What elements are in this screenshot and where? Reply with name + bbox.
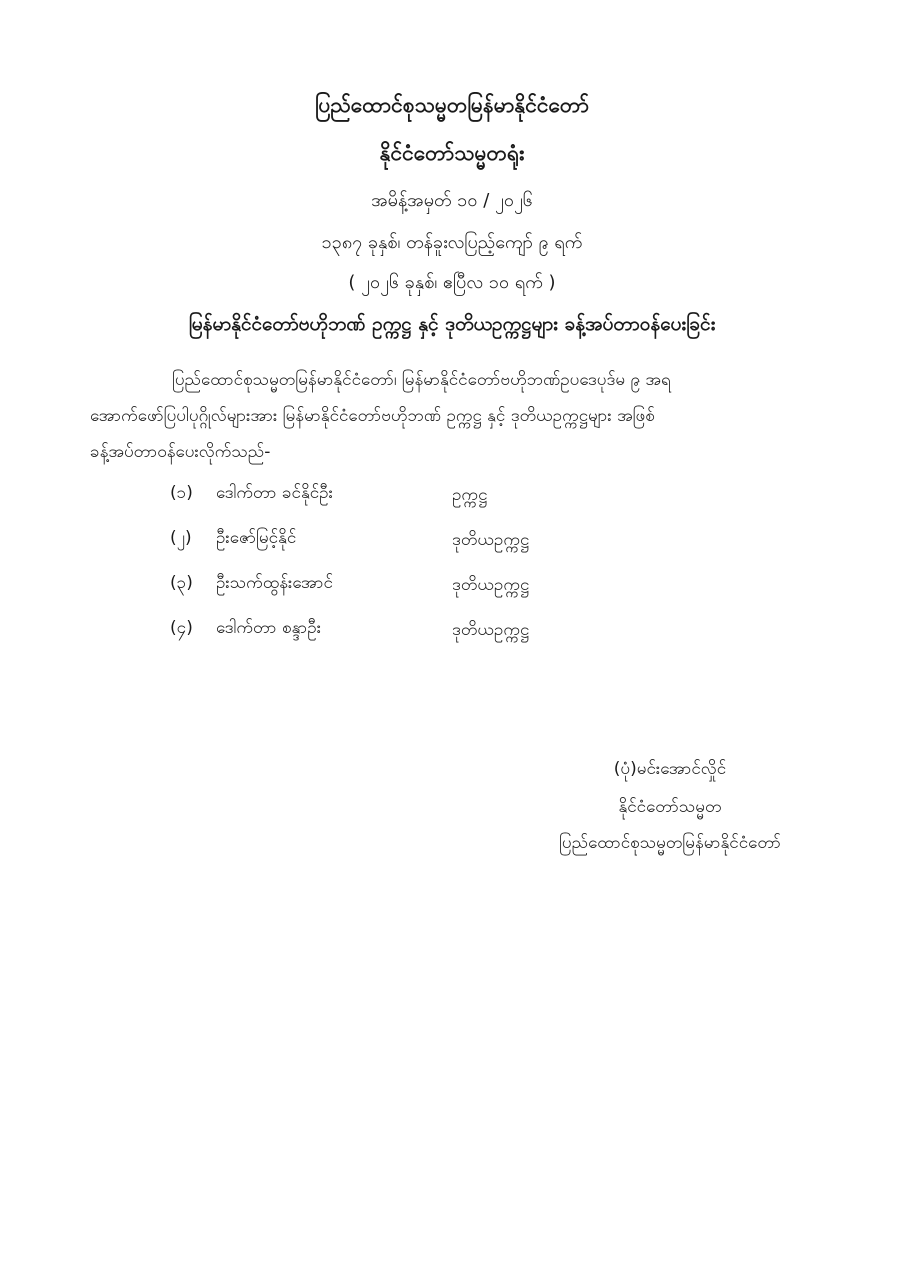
body-line-3: ခန့်အပ်တာဝန်ပေးလိုက်သည်- — [90, 442, 271, 462]
order-number: အမိန့်အမှတ် ၁၀ / ၂၀၂၆ — [371, 190, 533, 211]
appointee-number: (၁) — [170, 483, 193, 503]
signatory-position: နိုင်ငံတော်သမ္မတ — [618, 797, 722, 817]
appointee-row — [170, 566, 690, 611]
body-line-2: အောက်ဖော်ပြပါပုဂ္ဂိုလ်များအား မြန်မာနိုင်ငံတော်ဗဟိုဘဏ် ဥက္ကဋ္ဌ နှင့် ဒုတိယဥက္ကဋ္ဌများ အဖြစ် — [90, 406, 655, 426]
appointee-role: ဥက္ကဋ္ဌ — [452, 485, 488, 505]
appointee-number: (၃) — [170, 573, 193, 593]
signatory-state: ပြည်ထောင်စုသမ္မတမြန်မာနိုင်ငံတော် — [559, 833, 781, 853]
appointee-name: ဦးဇော်မြင့်နိုင် — [216, 528, 297, 548]
appointee-number: (၂) — [170, 528, 192, 548]
document-title-line2: နိုင်ငံတော်သမ္မတရုံး — [379, 141, 525, 165]
appointee-row — [170, 611, 690, 656]
appointee-row — [170, 476, 690, 521]
myanmar-date: ၁၃၈၇ ခုနှစ်၊ တန်ခူးလပြည့်ကျော် ၉ ရက် — [321, 232, 583, 253]
appointee-name: ဒေါက်တာ ခင်နိုင်ဦး — [216, 483, 333, 503]
appointee-role: ဒုတိယဥက္ကဋ္ဌ — [452, 530, 530, 550]
appointee-row — [170, 521, 690, 566]
appointee-name: ဦးသက်ထွန်းအောင် — [216, 573, 333, 593]
signatory-name: (ပုံ)မင်းအောင်လှိုင် — [613, 759, 727, 779]
body-paragraph — [90, 362, 816, 470]
appointee-list — [170, 476, 690, 656]
appointee-number: (၄) — [170, 618, 193, 638]
appointee-role: ဒုတိယဥက္ကဋ္ဌ — [452, 620, 530, 640]
body-line-1: ပြည်ထောင်စုသမ္မတမြန်မာနိုင်ငံတော်၊ မြန်မာနိုင်ငံတော်ဗဟိုဘဏ်ဥပဒေပုဒ်မ ၉ အရ — [172, 370, 671, 390]
document-title-line1: ပြည်ထောင်စုသမ္မတမြန်မာနိုင်ငံတော် — [314, 93, 589, 117]
appointee-name: ဒေါက်တာ စန္ဒာဦး — [216, 618, 322, 638]
gregorian-date: ( ၂၀၂၆ ခုနှစ်၊ ဧပြီလ ၁၀ ရက် ) — [348, 272, 556, 293]
appointee-role: ဒုတိယဥက္ကဋ္ဌ — [452, 575, 530, 595]
document-subject: မြန်မာနိုင်ငံတော်ဗဟိုဘဏ် ဥက္ကဋ္ဌ နှင့် ဒုတိယဥက္ကဋ္ဌများ ခန့်အပ်တာဝန်ပေးခြင်း — [188, 313, 716, 335]
